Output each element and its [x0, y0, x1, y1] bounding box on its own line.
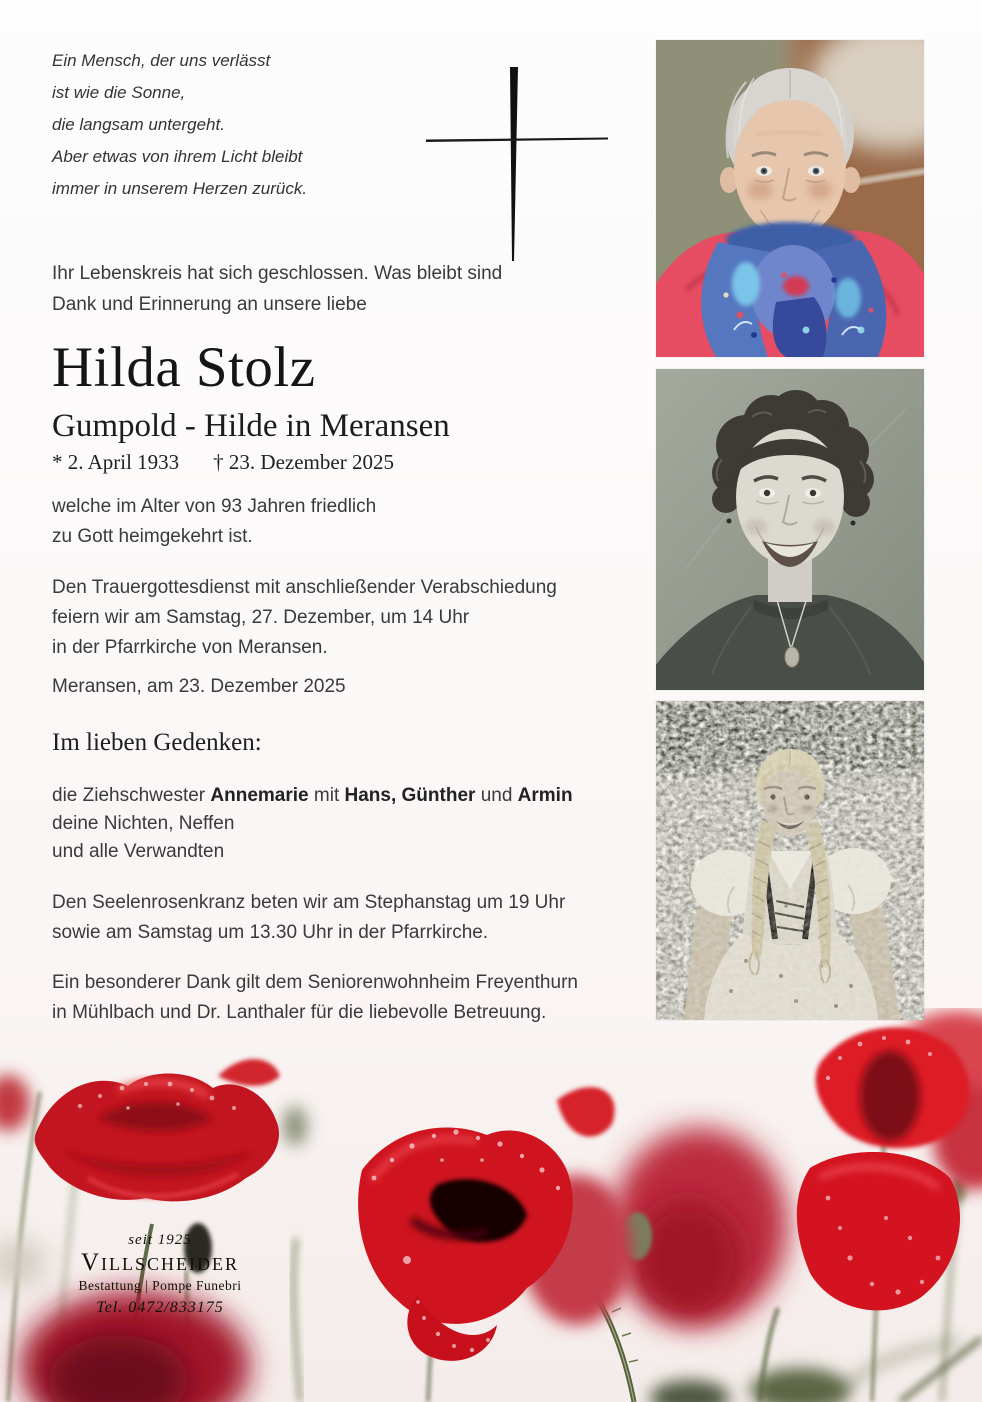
- logo-phone: Tel. 0472/833175: [96, 1299, 224, 1316]
- cross-icon: [418, 55, 618, 267]
- paragraph-age: welche im Alter von 93 Jahren friedlich zu Gott heimgekehrt ist.: [52, 496, 377, 547]
- poem: [52, 45, 307, 205]
- logo-since: seit 1925: [128, 1232, 192, 1248]
- deceased-name: Hilda Stolz: [52, 336, 316, 399]
- paragraph-service: Den Trauergottesdienst mit anschließender Verabschiedung feiern wir am Samstag, 27. Dezember, um 14 Uhr in der Pfarrkirche von Meransen.: [52, 577, 557, 658]
- logo-subtitle: Bestattung | Pompe Funebri: [78, 1278, 242, 1293]
- poppy-field-image: [0, 1008, 982, 1402]
- place-date-line: Meransen, am 23. Dezember 2025: [52, 676, 346, 697]
- intro-line: Dank und Erinnerung an unsere liebe: [52, 294, 367, 315]
- paragraph-rosary: Den Seelenrosenkranz beten wir am Stephanstag um 19 Uhr sowie am Samstag um 13.30 Uhr in der Pfarrkirche.: [52, 892, 566, 943]
- photo-bw-portrait: [656, 369, 924, 690]
- poem-line: immer in unserem Herzen zurück.: [52, 179, 308, 198]
- poem-line: die langsam untergeht.: [52, 115, 225, 134]
- funeral-home-logo: [38, 1232, 282, 1320]
- logo-name: Villscheider: [80, 1249, 240, 1276]
- poem-line: Aber etwas von ihrem Licht bleibt: [52, 147, 303, 166]
- deceased-subtitle: Gumpold - Hilde in Meransen: [52, 408, 450, 444]
- life-dates: [52, 448, 394, 476]
- photo-bw-meadow: [656, 701, 924, 1020]
- photo-recent-portrait: [656, 40, 924, 357]
- intro-line: Ihr Lebenskreis hat sich geschlossen. Was bleibt sind: [52, 263, 503, 284]
- remembrance-heading: Im lieben Gedenken:: [52, 729, 262, 756]
- paragraph-thanks: Ein besonderer Dank gilt dem Seniorenwohnheim Freyenthurn in Mühlbach und Dr. Lanthaler für die liebevolle Betreuung.: [52, 972, 578, 1023]
- birth-date: * 2. April 1933: [52, 450, 180, 474]
- intro-text: [52, 258, 502, 320]
- poem-line: Ein Mensch, der uns verlässt: [52, 51, 271, 70]
- family-list: die Ziehschwester Annemarie mit Hans, Günther und Armin deine Nichten, Neffen und alle Verwandten: [52, 782, 573, 866]
- poem-line: ist wie die Sonne,: [52, 83, 186, 102]
- family-line: die Ziehschwester Annemarie mit Hans, Günther und Armin: [52, 785, 573, 806]
- death-date: † 23. Dezember 2025: [213, 450, 394, 474]
